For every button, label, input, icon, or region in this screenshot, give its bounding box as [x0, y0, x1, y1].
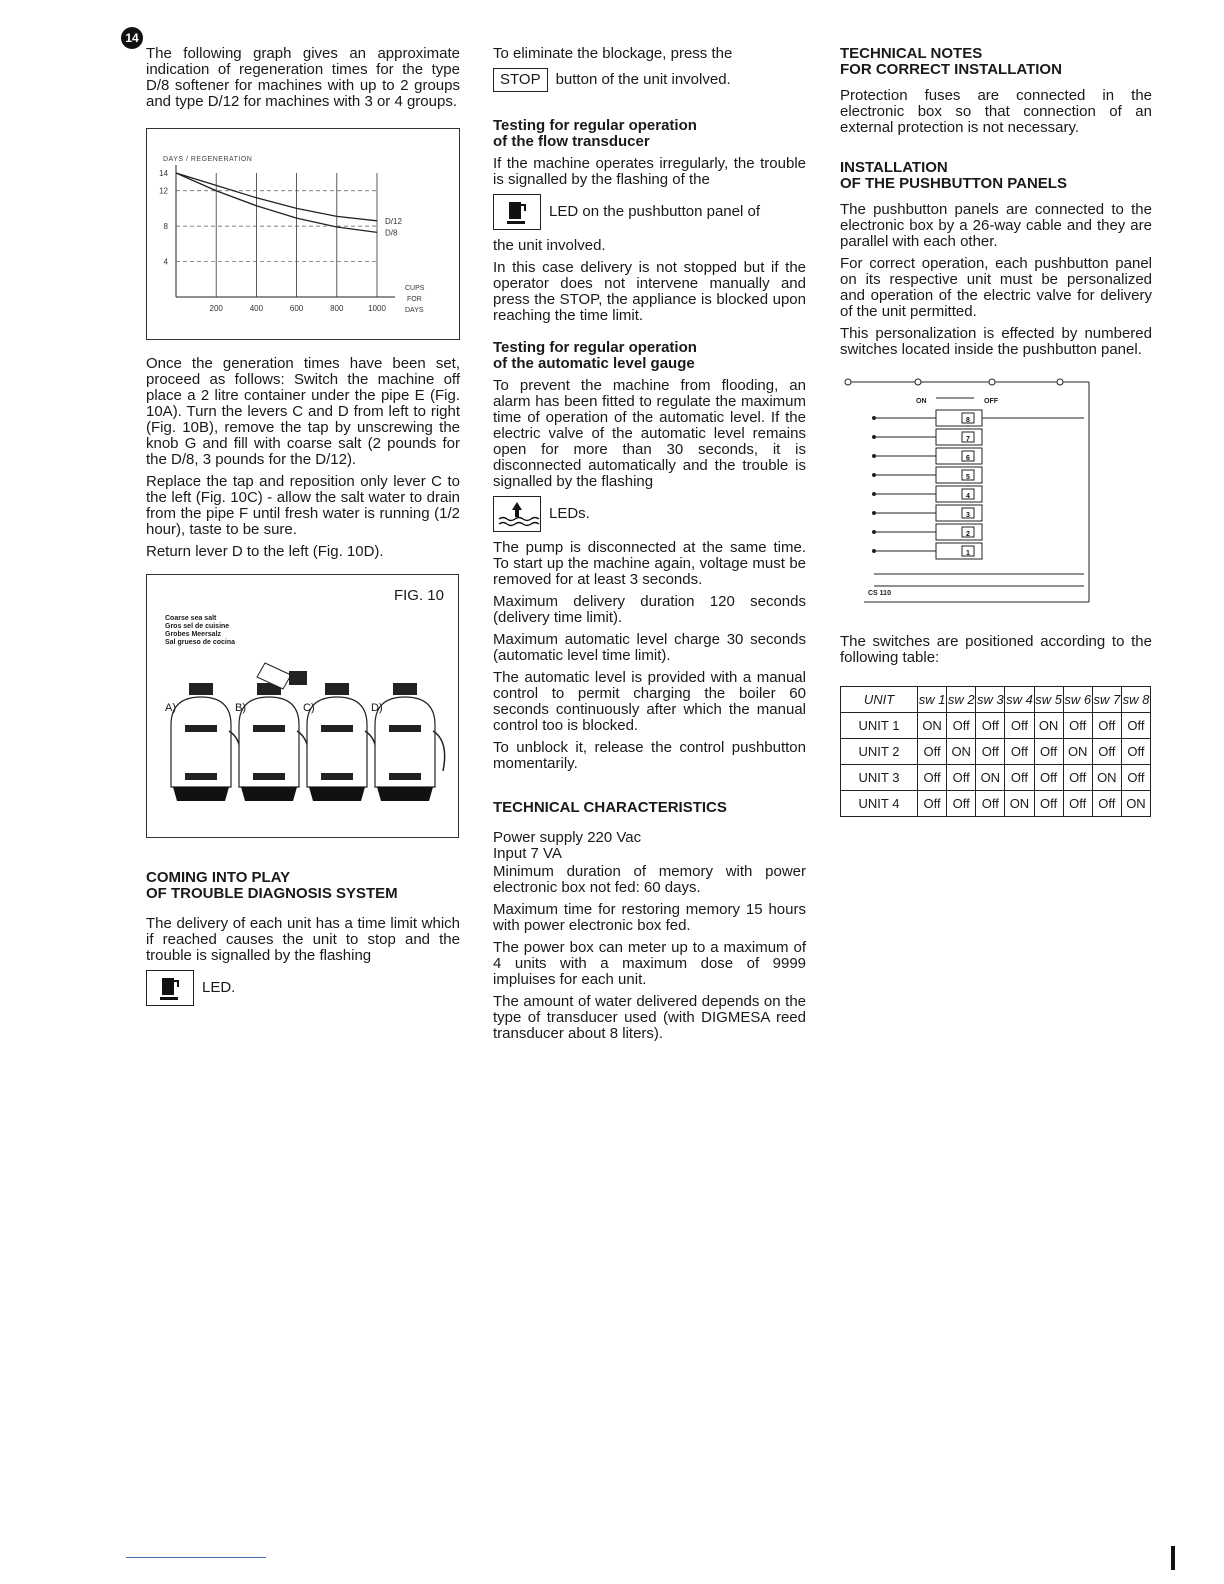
install-paragraph-1: The pushbutton panels are connected to the electronic box by a 26-way cable and they are parallel with each other.: [840, 201, 1152, 250]
table-row: [841, 739, 1151, 765]
table-header-switch: sw 5: [1034, 687, 1063, 713]
table-cell-switch-state: Off: [918, 739, 947, 765]
table-cell-unit: UNIT 3: [841, 765, 918, 791]
softener-base: [241, 787, 297, 801]
table-cell-switch-state: Off: [1034, 739, 1063, 765]
tech-line-4: Maximum time for restoring memory 15 hours with power electronic box fed.: [493, 901, 806, 934]
stop-button-label: STOP: [493, 68, 548, 92]
return-lever-paragraph: Return lever D to the left (Fig. 10D).: [146, 543, 384, 560]
chart-series-label: D/8: [385, 228, 398, 238]
footer-rule: [126, 1557, 266, 1558]
tech-line-5: The power box can meter up to a maximum of 4 units with a maximum dose of 9999 impluises for each unit.: [493, 939, 806, 988]
flow-led-icon: [493, 194, 541, 230]
column-left: [146, 46, 460, 1014]
figure-10-label: FIG. 10: [393, 587, 444, 604]
table-cell-switch-state: Off: [1092, 739, 1121, 765]
install-paragraph-2: For correct operation, each pushbutton panel on its respective unit must be personalized and operation of the electric valve for delivery of the unit permitted.: [840, 255, 1152, 320]
softener-valve-bottom: [185, 773, 217, 780]
table-header-switch: sw 1: [918, 687, 947, 713]
table-cell-switch-state: Off: [976, 713, 1005, 739]
diagram-terminal: [915, 379, 921, 385]
notes-paragraph: Protection fuses are connected in the electronic box so that connection of an external protection is not necessary.: [840, 87, 1152, 136]
flow-led-row: [493, 194, 806, 230]
technical-characteristics-heading: TECHNICAL CHARACTERISTICS: [493, 799, 727, 816]
flow-led-text: LED on the pushbutton panel of: [549, 203, 760, 220]
switch-slot: [936, 486, 982, 502]
installation-heading: INSTALLATION OF THE PUSHBUTTON PANELS: [840, 159, 1067, 192]
level-gauge-heading: Testing for regular operation of the automatic level gauge: [493, 339, 697, 372]
switch-number: 6: [966, 455, 970, 462]
chart-xlabel-3: DAYS: [405, 307, 424, 314]
tech-line-2: Input 7 VA: [493, 845, 562, 862]
page-number-badge: 14: [121, 27, 143, 49]
diagram-terminal: [989, 379, 995, 385]
softener-valve-top: [389, 725, 421, 732]
table-header-unit: UNIT: [841, 687, 918, 713]
panel-label-c: C): [303, 702, 315, 714]
tech-line-6: The amount of water delivered depends on the type of transducer used (with DIGMESA reed transducer about 8 liters).: [493, 993, 806, 1042]
chart-x-tick: 600: [289, 304, 304, 313]
table-cell-switch-state: Off: [1063, 791, 1092, 817]
switch-model-label: CS 110: [868, 590, 891, 597]
level-led-text: LEDs.: [549, 505, 590, 522]
table-cell-switch-state: Off: [1121, 765, 1150, 791]
chart-xlabel: CUPS: [405, 285, 425, 292]
switch-number: 4: [966, 493, 970, 500]
table-header-switch: sw 7: [1092, 687, 1121, 713]
table-cell-switch-state: Off: [1005, 713, 1034, 739]
switch-slot: [936, 410, 982, 426]
intro-paragraph: The following graph gives an approximate indication of regeneration times for the type D/8 softener for machines with up to 2 groups and type D/12 for machines with 3 or 4 groups.: [146, 45, 460, 110]
regeneration-chart-svg: [147, 129, 459, 339]
switch-slot: [936, 429, 982, 445]
table-cell-switch-state: Off: [947, 713, 976, 739]
table-header-switch: sw 6: [1063, 687, 1092, 713]
table-cell-switch-state: Off: [1063, 765, 1092, 791]
level-paragraph-6: To unblock it, release the control pushbutton momentarily.: [493, 739, 806, 772]
salt-label: Grobes Meersalz: [165, 631, 222, 638]
salt-label: Coarse sea salt: [165, 615, 217, 622]
level-paragraph-5: The automatic level is provided with a manual control to permit charging the boiler 60 seconds continuously after which the manual control too is blocked.: [493, 669, 806, 734]
tech-line-3: Minimum duration of memory with power electronic box not fed: 60 days.: [493, 863, 806, 896]
softener-valve-bottom: [321, 773, 353, 780]
chart-x-tick: 200: [209, 304, 223, 313]
table-header-switch: sw 4: [1005, 687, 1034, 713]
table-cell-switch-state: ON: [1005, 791, 1034, 817]
table-cell-switch-state: Off: [918, 791, 947, 817]
table-cell-switch-state: ON: [1121, 791, 1150, 817]
eliminate-blockage-text: To eliminate the blockage, press the: [493, 45, 733, 62]
chart-series-label: D/12: [385, 216, 402, 226]
table-cell-switch-state: Off: [1092, 713, 1121, 739]
table-header-switch: sw 2: [947, 687, 976, 713]
switch-number: 3: [966, 512, 970, 519]
switch-diagram-svg: [844, 374, 1094, 606]
table-cell-switch-state: Off: [947, 791, 976, 817]
switch-slot: [936, 524, 982, 540]
margin-marker: [1171, 1546, 1175, 1570]
figure-10: [146, 574, 459, 838]
level-paragraph-3: Maximum delivery duration 120 seconds (delivery time limit).: [493, 593, 806, 626]
panel-label-a: A): [165, 702, 176, 714]
softener-cap: [189, 683, 213, 695]
softener-valve-top: [185, 725, 217, 732]
delivery-led-icon: [146, 970, 194, 1006]
chart-x-tick: 800: [330, 304, 344, 313]
technical-notes-heading: TECHNICAL NOTES FOR CORRECT INSTALLATION: [840, 45, 1062, 78]
switch-number: 2: [966, 531, 970, 538]
table-row: [841, 791, 1151, 817]
table-cell-switch-state: Off: [1034, 765, 1063, 791]
wire-dot: [873, 436, 876, 439]
table-cell-switch-state: Off: [1092, 791, 1121, 817]
table-cell-switch-state: ON: [1063, 739, 1092, 765]
chart-y-tick: 12: [159, 186, 168, 196]
switch-number: 7: [966, 436, 970, 443]
softener-base: [173, 787, 229, 801]
table-cell-switch-state: Off: [1063, 713, 1092, 739]
switch-table: [840, 686, 1151, 817]
table-cell-switch-state: Off: [976, 739, 1005, 765]
install-paragraph-3: This personalization is effected by numbered switches located inside the pushbutton panel.: [840, 325, 1152, 358]
table-cell-unit: UNIT 4: [841, 791, 918, 817]
switch-on-label: ON: [916, 398, 927, 405]
chart-title: DAYS / REGENERATION: [163, 156, 253, 163]
panel-label-d: D): [371, 702, 383, 714]
table-cell-switch-state: ON: [947, 739, 976, 765]
table-cell-switch-state: Off: [1121, 713, 1150, 739]
table-cell-switch-state: ON: [1034, 713, 1063, 739]
switch-off-label: OFF: [984, 398, 998, 405]
diagram-terminal: [845, 379, 851, 385]
table-intro-paragraph: The switches are positioned according to the following table:: [840, 633, 1152, 666]
softener-base: [377, 787, 433, 801]
table-header-switch: sw 3: [976, 687, 1005, 713]
table-cell-switch-state: Off: [918, 765, 947, 791]
table-row: [841, 765, 1151, 791]
softener-valve-top: [253, 725, 285, 732]
funnel: [289, 671, 307, 685]
table-cell-switch-state: Off: [1121, 739, 1150, 765]
wire-dot: [873, 512, 876, 515]
switch-slot: [936, 448, 982, 464]
level-paragraph-2: The pump is disconnected at the same time. To start up the machine again, voltage must be removed for at least 3 seconds.: [493, 539, 806, 588]
level-paragraph-1: To prevent the machine from flooding, an alarm has been fitted to regulate the maximum time of operation of the automatic level. If the electric valve of the automatic level remains open for more than 30 seconds, it is disconnected automatically and the trouble is signalled by the flashing: [493, 377, 806, 490]
regeneration-chart: [146, 128, 460, 340]
switch-slot: [936, 505, 982, 521]
wire-dot: [873, 531, 876, 534]
led-label: LED.: [202, 979, 236, 996]
table-cell-switch-state: ON: [918, 713, 947, 739]
softener-valve-bottom: [253, 773, 285, 780]
table-cell-unit: UNIT 1: [841, 713, 918, 739]
chart-xlabel-2: FOR: [407, 296, 422, 303]
stop-row: [493, 68, 806, 92]
table-header-switch: sw 8: [1121, 687, 1150, 713]
switch-diagram: [844, 374, 1094, 606]
column-right: [840, 46, 1152, 817]
chart-y-tick: 4: [163, 257, 168, 267]
salt-label: Sal grueso de cocina: [165, 639, 236, 646]
chart-x-tick: 400: [249, 304, 264, 313]
panel-label-b: B): [235, 702, 246, 714]
water-level-icon: [493, 496, 541, 532]
chart-y-tick: 8: [163, 222, 168, 232]
wire-dot: [873, 474, 876, 477]
chart-y-tick: 14: [159, 169, 168, 178]
wire-dot: [873, 550, 876, 553]
softener-valve-top: [321, 725, 353, 732]
level-paragraph-4: Maximum automatic level charge 30 seconds (automatic level time limit).: [493, 631, 806, 664]
flow-paragraph-1: If the machine operates irregularly, the trouble is signalled by the flashing of the: [493, 155, 806, 188]
table-cell-switch-state: Off: [1034, 791, 1063, 817]
switch-number: 5: [966, 474, 970, 481]
led-row: [146, 970, 460, 1006]
flow-paragraph-3: In this case delivery is not stopped but if the operator does not intervene manually and press the STOP, the appliance is blocked upon reaching the time limit.: [493, 259, 806, 324]
time-limit-paragraph: The delivery of each unit has a time limit which if reached causes the unit to stop and the trouble is signalled by the flashing: [146, 915, 460, 964]
switch-slot: [936, 467, 982, 483]
wire-dot: [873, 493, 876, 496]
table-cell-switch-state: Off: [947, 765, 976, 791]
column-middle: [493, 46, 806, 1048]
softener-base: [309, 787, 365, 801]
table-cell-switch-state: ON: [976, 765, 1005, 791]
switch-number: 1: [966, 550, 970, 557]
table-cell-switch-state: ON: [1092, 765, 1121, 791]
switch-number: 8: [966, 417, 970, 424]
chart-x-tick: 1000: [368, 304, 386, 313]
replace-tap-paragraph: Replace the tap and reposition only lever C to the left (Fig. 10C) - allow the salt water to drain from the pipe F until fresh water is running (1/2 hour), taste to be sure.: [146, 473, 460, 538]
softener-valve-bottom: [389, 773, 421, 780]
switch-slot: [936, 543, 982, 559]
trouble-diagnosis-heading: COMING INTO PLAY OF TROUBLE DIAGNOSIS SYSTEM: [146, 869, 398, 902]
table-cell-unit: UNIT 2: [841, 739, 918, 765]
wire-dot: [873, 417, 876, 420]
tech-line-1: Power supply 220 Vac: [493, 829, 642, 846]
wire-dot: [873, 455, 876, 458]
diagram-terminal: [1057, 379, 1063, 385]
flow-transducer-heading: Testing for regular operation of the flow transducer: [493, 117, 697, 150]
softener-cap: [325, 683, 349, 695]
flow-paragraph-2: the unit involved.: [493, 237, 606, 254]
level-led-row: [493, 496, 806, 532]
chart-series-line: [176, 173, 377, 221]
softener-cap: [393, 683, 417, 695]
table-cell-switch-state: Off: [1005, 739, 1034, 765]
table-cell-switch-state: Off: [976, 791, 1005, 817]
salt-label: Gros sel de cuisine: [165, 623, 230, 630]
table-row: [841, 713, 1151, 739]
stop-row-text: button of the unit involved.: [555, 71, 731, 88]
procedure-paragraph: Once the generation times have been set, proceed as follows: Switch the machine off place a 2 litre container under the pipe E (Fig. 10A). Turn the levers C and D from left to right (Fig. 10B), remove the tap by unscrewing the knob G and fill with coarse salt (2 pounds for the D/8, 3 pounds for the D/12).: [146, 355, 460, 468]
table-cell-switch-state: Off: [1005, 765, 1034, 791]
